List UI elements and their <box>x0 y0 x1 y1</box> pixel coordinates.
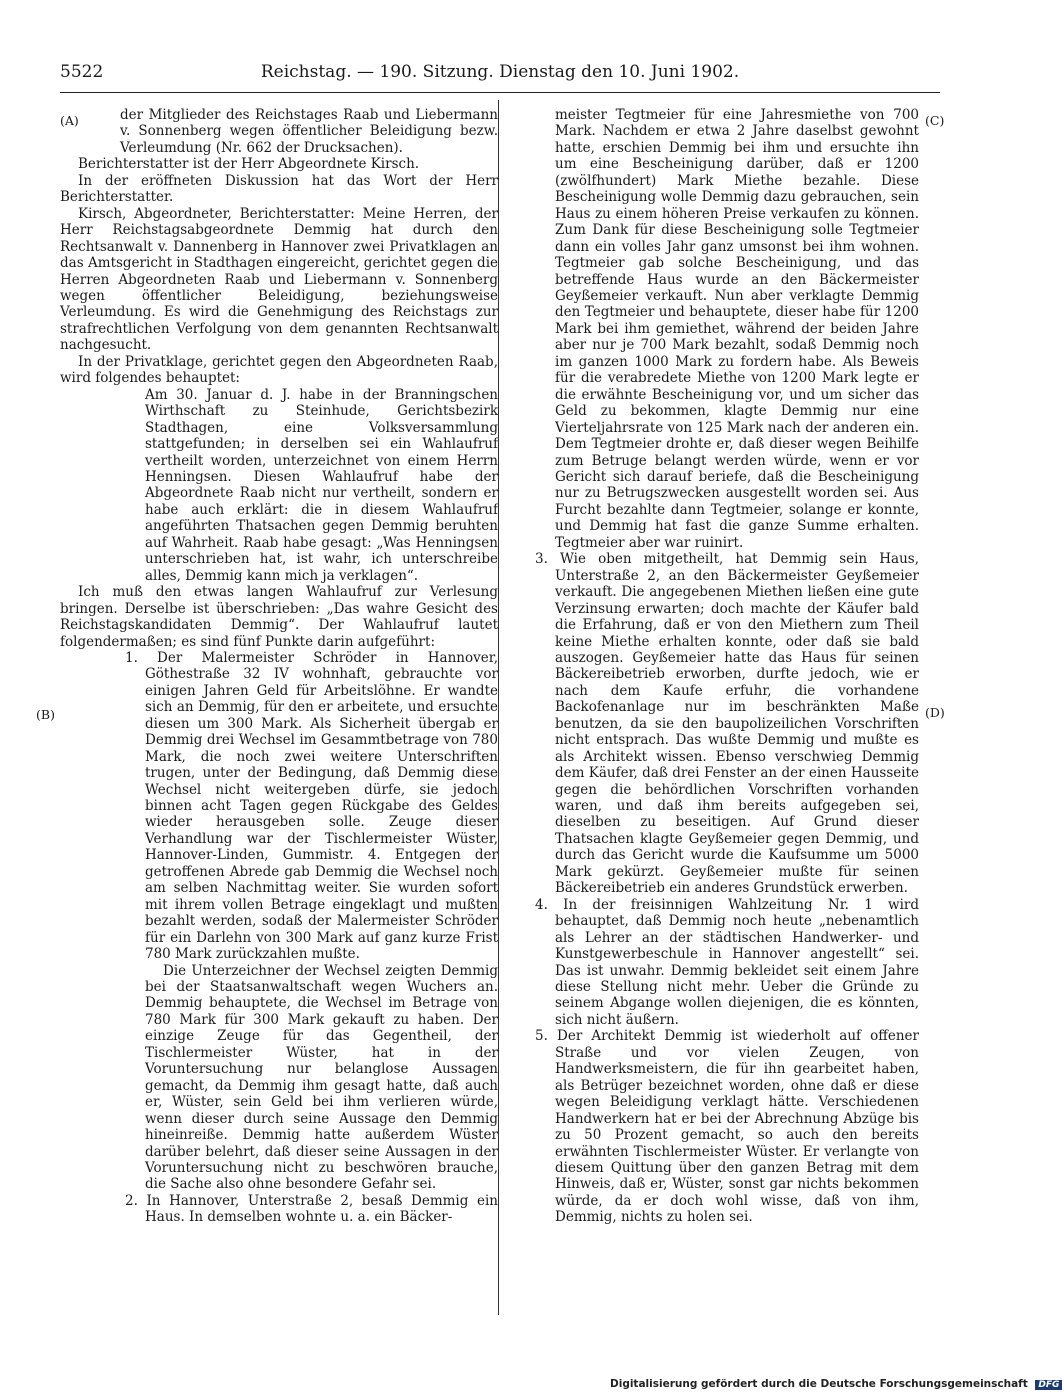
page-number: 5522 <box>60 62 104 82</box>
paragraph: In der eröffneten Diskussion hat das Wort der Herr Berichterstatter. <box>60 172 498 206</box>
list-item: 1. Der Malermeister Schröder in Hannover, Göthestraße 32 IV wohnhaft, gebrauchte vor einigen Jahren Geld für Arbeitslöhne. Er wandte sich an Demmig, für den er arbeitete, und ersuchte diesen um 300 Mark. Als Sicherheit übergab er Demmig drei Wechsel im Gesammtbetrage von 780 Mark, die noch zwei weitere Unterschriften trugen, unter der Bedingung, daß Demmig diese Wechsel nicht weitergeben dürfe, sie jedoch binnen acht Tagen gegen Rückgabe des Geldes wieder herausgeben solle. Zeuge dieser Verhandlung war der Tischlermeister Wüster, Hannover-Linden, Gummistr. 4. Entgegen der getroffenen Abrede gab Demmig die Wechsel noch am selben Nachmittag weiter. Sie wurden sofort mit ihrem vollen Betrage eingeklagt und mußten bezahlt werden, sodaß der Malermeister Schröder für ein Darlehn von 300 Mark auf ganz kurze Frist 780 Mark zurückzahlen mußte. <box>125 649 498 963</box>
margin-mark-b: (B) <box>36 707 55 722</box>
quoted-claim: Am 30. Januar d. J. habe in der Branningschen Wirthschaft zu Steinhude, Gerichtsbezirk Stadthagen, eine Volksversammlung stattgefunden; in derselben sei ein Wahlaufruf vertheilt worden, unterzeichnet von einem Herrn Henningsen. Diesen Wahlaufruf habe der Abgeordnete Raab nicht nur vertheilt, sondern er habe auch erklärt: die in diesem Wahlaufruf angeführten Thatsachen gegen Demmig beruhten auf Wahrheit. Raab habe gesagt: „Was Henningsen unterschrieben hat, ist wahr, ich unterschreibe alles, Demmig kann mich ja verklagen“. <box>145 386 498 584</box>
dfg-logo: DFG <box>1035 1380 1062 1390</box>
margin-mark-c: (C) <box>925 113 945 128</box>
running-title: Reichstag. — 190. Sitzung. Dienstag den 10. Juni 1902. <box>260 62 740 82</box>
list-item: 4. In der freisinnigen Wahlzeitung Nr. 1 wird behauptet, daß Demmig noch heute „nebenamtlich als Lehrer an der städtischen Handwerker- und Kunstgewerbeschule in Hannover angestellt“ sei. Das ist unwahr. Demmig bekleidet seit einem Jahre diese Stellung nicht mehr. Ueber die Gründe zu seinem Abgange wollen diejenigen, die es könnten, sich nicht äußern. <box>535 896 919 1028</box>
left-column <box>60 107 498 1226</box>
paragraph: der Mitglieder des Reichstages Raab und Liebermann v. Sonnenberg wegen öffentlicher Beleidigung bezw. Verleumdung (Nr. 662 der Drucksachen). <box>120 107 498 156</box>
list-item: 5. Der Architekt Demmig ist wiederholt auf offener Straße und vor vielen Zeugen, von Handwerksmeistern, die für ihn gearbeitet haben, als Betrüger bezeichnet worden, ohne daß er diese wegen Beleidigung verklagt hätte. Verschiedenen Handwerkern hat er bei der Abrechnung Abzüge bis zu 50 Prozent gemacht, so auch den bereits erwähnten Tischlermeister Wüster. Er verlangte von diesem Quittung über den ganzen Betrag mit dem Hinweis, daß er, Wüster, sonst gar nichts bekommen würde, da er doch wohl wisse, daß von ihm, Demmig, nichts zu holen sei. <box>535 1028 919 1226</box>
column-divider <box>498 100 499 1315</box>
paragraph: meister Tegtmeier für eine Jahresmiethe von 700 Mark. Nachdem er etwa 2 Jahre daselbst gewohnt hatte, erschien Demmig bei ihm und ersuchte ihn um eine Bescheinigung darüber, daß er 1200 (zwölfhundert) Mark Miethe bezahle. Diese Bescheinigung wolle Demmig dazu gebrauchen, sein Haus zu einem höheren Preise verkaufen zu können. Zum Dank für diese Bescheinigung solle Tegtmeier dann ein volles Jahr ganz umsonst bei ihm wohnen. Tegtmeier gab solche Bescheinigung, und das betreffende Haus wurde an den Bäckermeister Geyßemeier verkauft. Nun aber verklagte Demmig den Tegtmeier und behauptete, dieser habe für 1200 Mark bei ihm gemiethet, während der beiden Jahre aber nur je 700 Mark bezahlt, sodaß Demmig noch im ganzen 1000 Mark zu fordern habe. Als Beweis für die verabredete Miethe von 1200 Mark legte er die erwähnte Bescheinigung vor, und um sicher das Geld zu bekommen, klagte Demmig nur eine Vierteljahrsrate von 125 Mark nach der anderen ein. Dem Tegtmeier drohte er, daß dieser wegen Beihilfe zum Betruge belangt werden würde, wenn er vor Gericht sich darauf beriefe, daß die Bescheinigung nur zu Betrugszwecken ausgestellt worden sei. Aus Furcht bezahlte dann Tegtmeier, solange er konnte, und Demmig hat fast die ganze Summe erhalten. Tegtmeier aber war ruinirt. <box>555 107 919 551</box>
list-item: 3. Wie oben mitgetheilt, hat Demmig sein Haus, Unterstraße 2, an den Bäckermeister Geyßemeier verkauft. Die angegebenen Miethen ließen eine gute Verzinsung erwarten; doch machte der Käufer bald die Erfahrung, daß er von den Miethern zum Theil keine Miethe erhalten konnte, oder daß sie bald auszogen. Geyßemeier hatte das Haus für seinen Bäckereibetrieb erworben, durfte jedoch, wie er nach dem Kaufe erfuhr, die vorhandene Backofenanlage nur im beschränkten Maße benutzen, da sie den baupolizeilichen Vorschriften nicht entsprach. Das wußte Demmig und mußte es als Architekt wissen. Ebenso verschwieg Demmig dem Käufer, daß drei Fenster an der einen Hausseite gegen die behördlichen Vorschriften vorhanden waren, und daß ihm bereits aufgegeben sei, dieselben zu beseitigen. Auf Grund dieser Thatsachen klagte Geyßemeier gegen Demmig, und durch das Gericht wurde die Kaufsumme um 5000 Mark gekürzt. Geyßemeier mußte für seinen Bäckereibetrieb ein anderes Grundstück erwerben. <box>535 551 919 897</box>
header-rule <box>60 92 940 93</box>
right-column <box>519 107 919 1226</box>
paragraph: Kirsch, Abgeordneter, Berichterstatter: Meine Herren, der Herr Reichstagsabgeordnete Demmig hat durch den Rechtsanwalt v. Dannenberg in Hannover zwei Privatklagen an das Amtsgericht in Stadthagen eingereicht, gerichtet gegen die Herren Abgeordneten Raab und Liebermann v. Sonnenberg wegen öffentlicher Beleidigung, beziehungsweise Verleumdung. Es wird die Genehmigung des Reichstags zur strafrechtlichen Verfolgung von dem genannten Rechtsanwalt nachgesucht. <box>60 205 498 354</box>
digitization-footer <box>610 1378 1062 1390</box>
page-header <box>60 62 940 86</box>
margin-mark-a: (A) <box>60 113 79 128</box>
paragraph: Die Unterzeichner der Wechsel zeigten Demmig bei der Staatsanwaltschaft wegen Wuchers an. Demmig behauptete, die Wechsel im Betrage von 780 Mark für 300 Mark gekauft zu haben. Der einzige Zeuge für das Gegentheil, der Tischlermeister Wüster, hat in der Voruntersuchung nur belanglose Aussagen gemacht, da Demmig ihm gesagt hatte, daß auch er, Wüster, sein Geld bei ihm verlieren würde, wenn dieser durch seine Aussage den Demmig hineinreiße. Demmig hatte außerdem Wüster darüber belehrt, daß dieser seine Aussagen in der Voruntersuchung nicht zu beschwören brauche, die Sache also ohne besondere Gefahr sei. <box>145 962 498 1193</box>
paragraph: Berichterstatter ist der Herr Abgeordnete Kirsch. <box>78 156 420 173</box>
list-item: 2. In Hannover, Unterstraße 2, besaß Demmig ein Haus. In demselben wohnte u. a. ein Bäcker- <box>125 1192 498 1226</box>
paragraph: In der Privatklage, gerichtet gegen den Abgeordneten Raab, wird folgendes behauptet: <box>60 353 498 387</box>
margin-mark-d: (D) <box>925 705 945 720</box>
footer-text: Digitalisierung gefördert durch die Deutsche Forschungsgemeinschaft <box>610 1378 1028 1390</box>
paragraph: Ich muß den etwas langen Wahlaufruf zur Verlesung bringen. Derselbe ist überschrieben: „Das wahre Gesicht des Reichstagskandidaten Demmig“. Der Wahlaufruf lautet folgendermaßen; es sind fünf Punkte darin aufgeführt: <box>60 584 498 650</box>
